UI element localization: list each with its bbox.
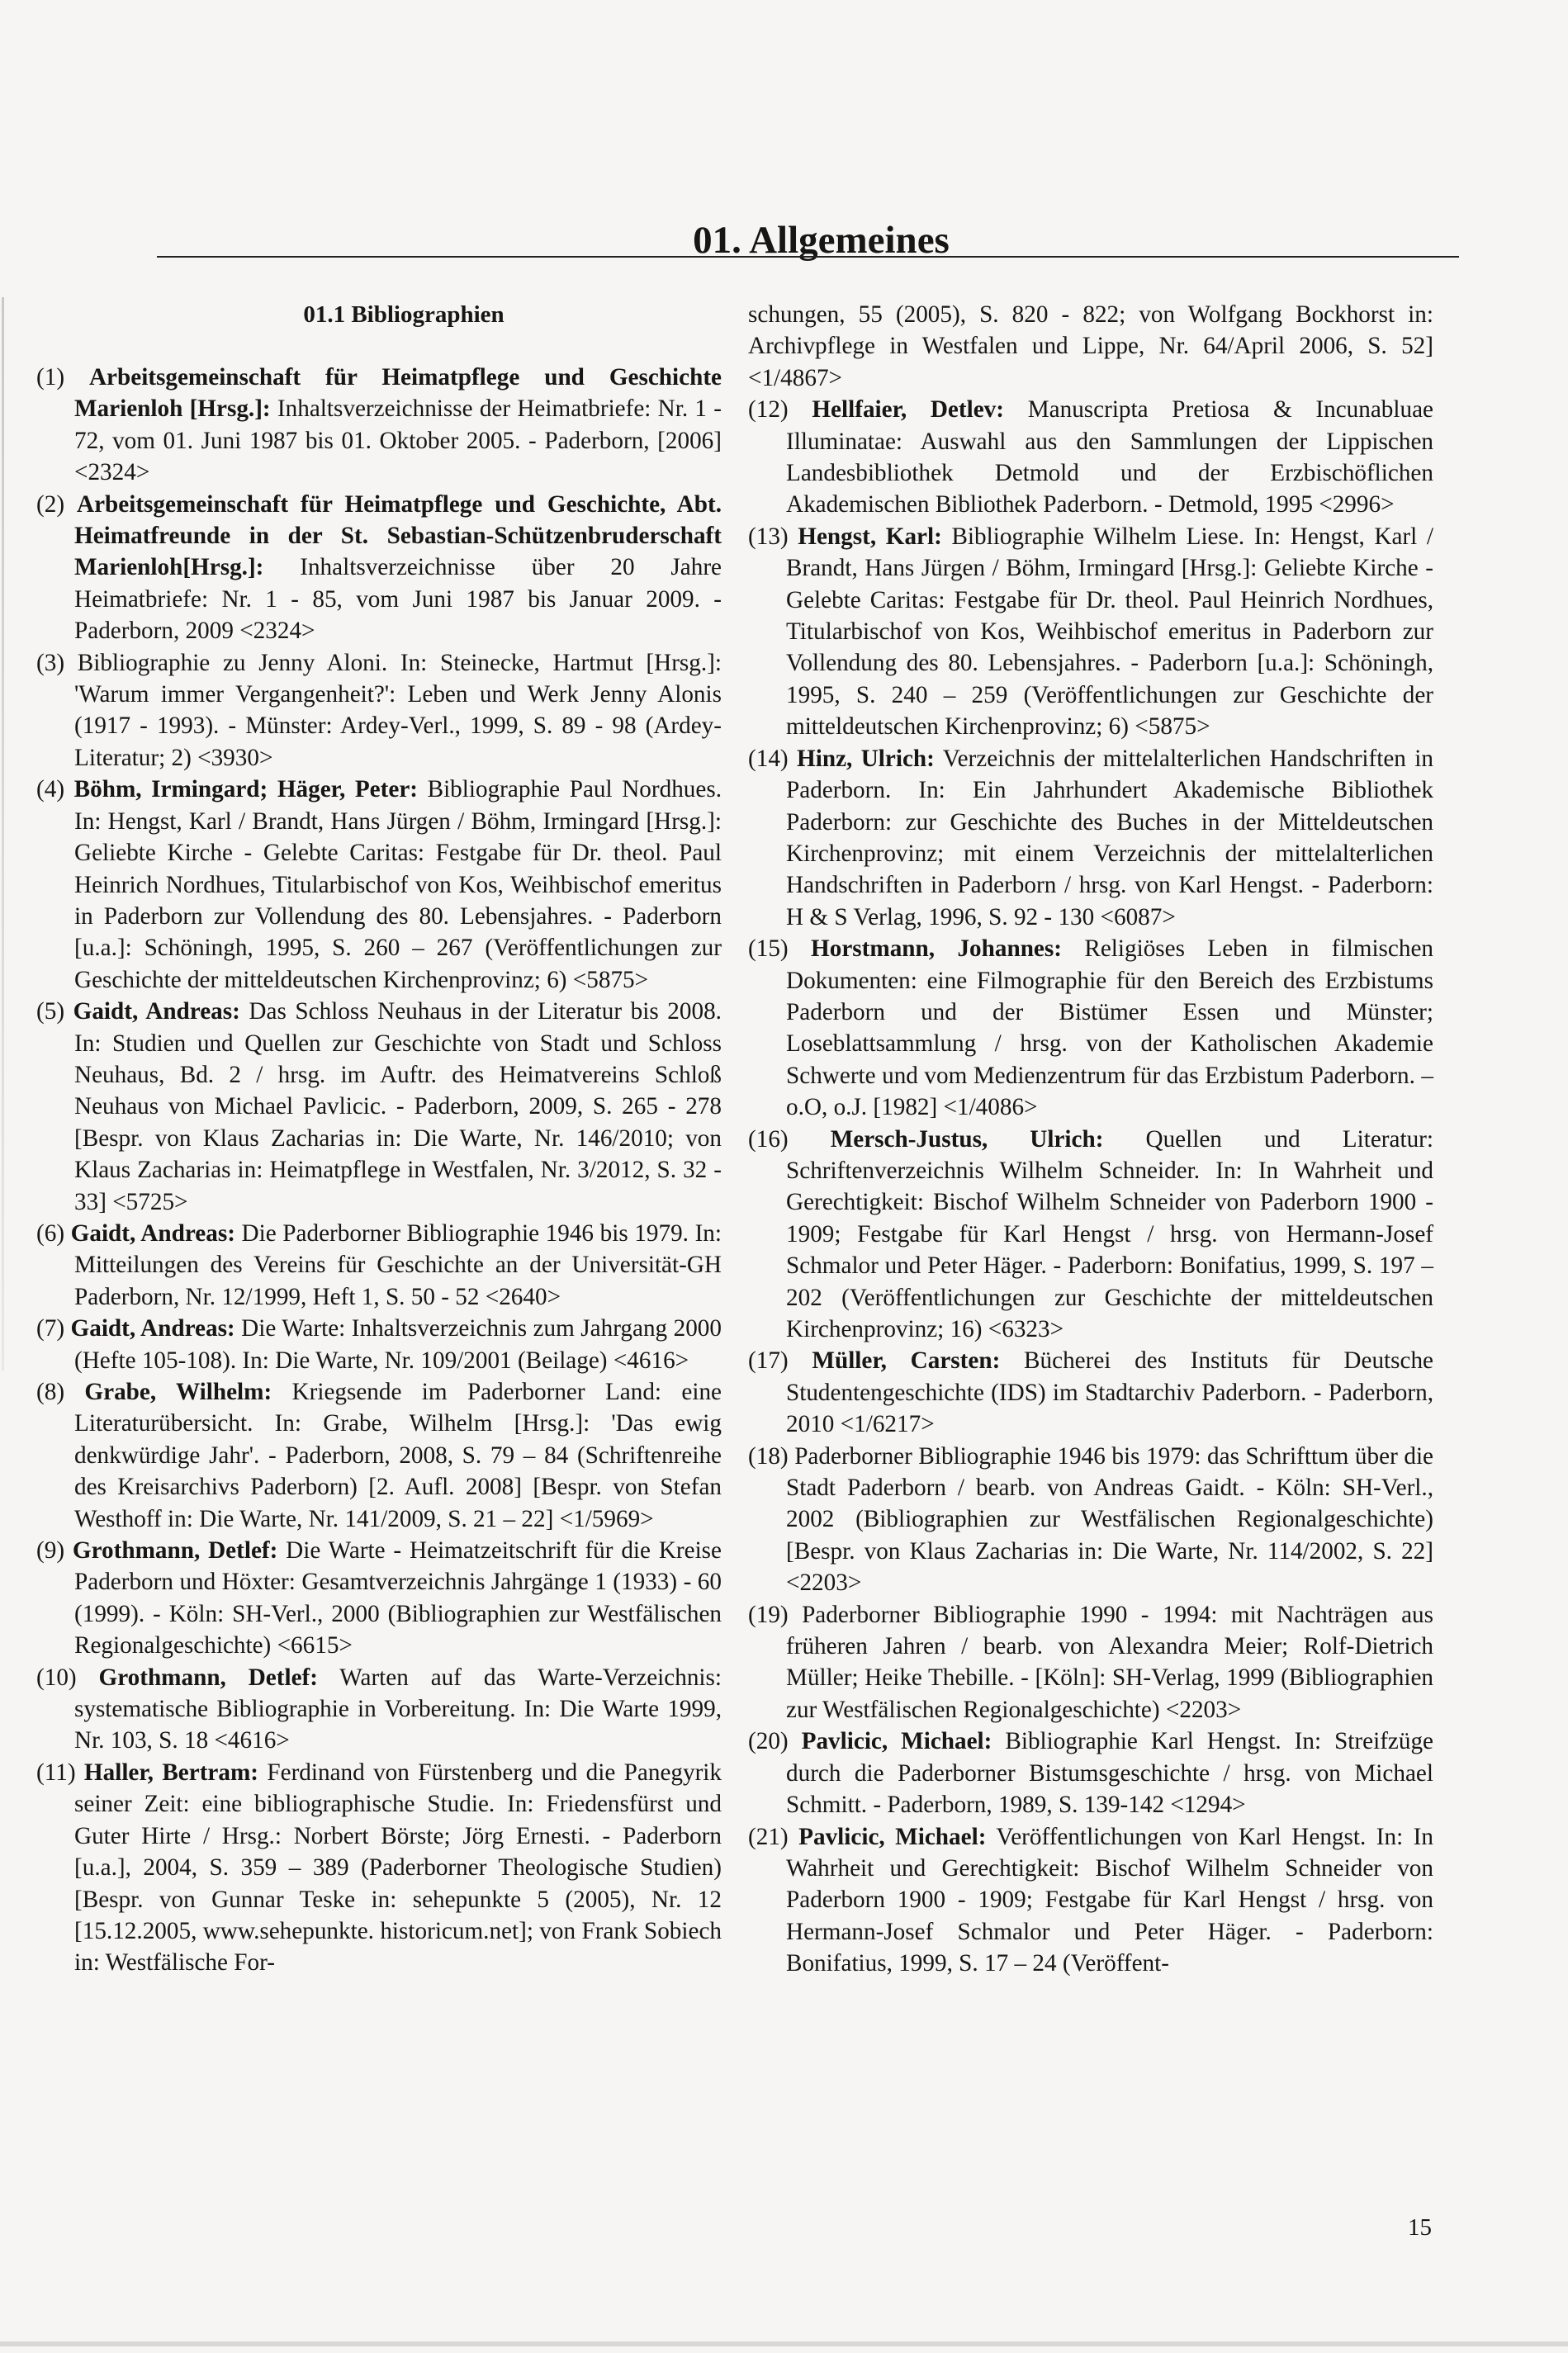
- bibliography-entry: [748, 1124, 1433, 1346]
- entry-text: Manuscripta Pretiosa & Incunabluae Illuminatae: Auswahl aus den Sammlungen der Lippischen Landesbibliothek Detmold und der Erzbischöflichen Akademischen Bibliothek Paderborn. - Detmold, 1995 <2996>: [786, 396, 1434, 518]
- entry-number: (1): [36, 364, 65, 391]
- bibliography-entry: [748, 1345, 1433, 1440]
- section-heading: 01.1 Bibliographien: [303, 301, 505, 328]
- entry-number: (5): [36, 998, 65, 1025]
- entry-text: Bibliographie Karl Hengst. In: Streifzüge durch die Paderborner Bistumsgeschichte / hrsg. von Michael Schmitt. - Paderborn, 1989, S. 139-142 <1294>: [786, 1728, 1434, 1819]
- entry-author: Hinz, Ulrich:: [797, 745, 935, 772]
- entry-text: Inhaltsverzeichnisse der Heimatbriefe: Nr. 1 - 72, vom 01. Juni 1987 bis 01. Oktober 2005. - Paderborn, [2006] <2324>: [74, 395, 722, 486]
- bibliography-entry: [36, 1376, 722, 1535]
- entry-author: Hellfaier, Detlev:: [812, 396, 1004, 424]
- right-entry-list: [748, 394, 1433, 1979]
- entry-text: Paderborner Bibliographie 1946 bis 1979: das Schrifttum über die Stadt Paderborn / bearb. von Andreas Gaidt. - Köln: SH-Verl., 2002 (Bibliographien zur Westfälischen Regionalgeschichte) [Bespr. von Klaus Zacharias in: Die Warte, Nr. 114/2002, S. 22] <2203>: [786, 1442, 1434, 1597]
- page-number: 15: [1408, 2214, 1432, 2241]
- bibliography-entry: [748, 1441, 1433, 1599]
- entry-author: Mersch-Justus, Ulrich:: [830, 1125, 1104, 1153]
- entry-number: (18): [748, 1442, 789, 1470]
- title-rule: [157, 256, 1459, 258]
- right-column: [748, 299, 1433, 1980]
- entry-text: Bibliographie Wilhelm Liese. In: Hengst, Karl / Brandt, Hans Jürgen / Böhm, Irmingard [Hrsg.]: Geliebte Kirche - Gelebte Caritas: Festgabe für Dr. theol. Paul Heinrich Nordhues, Titularbischof von Kos, Weihbischof emeritus in Paderborn zur Vollendung des 80. Lebensjahres. - Paderborn [u.a.]: Schöningh, 1995, S. 240 – 259 (Veröffentlichungen zur Geschichte der mitteldeutschen Kirchenprovinz; 6) <5875>: [786, 523, 1433, 741]
- entry-text: Quellen und Literatur: Schriftenverzeichnis Wilhelm Schneider. In: In Wahrheit und Gerechtigkeit: Bischof Wilhelm Schneider von Paderborn 1900 - 1909; Festgabe für Karl Hengst / hrsg. von Hermann-Josef Schmalor und Peter Häger. - Paderborn: Bonifatius, 1999, S. 197 – 202 (Veröffentlichungen zur Geschichte der mitteldeutschen Kirchenprovinz; 16) <6323>: [786, 1125, 1433, 1342]
- entry-author: Grabe, Wilhelm:: [84, 1379, 272, 1405]
- scan-edge-shadow: [2, 297, 4, 1371]
- entry-number: (8): [36, 1379, 65, 1405]
- entry-text: Das Schloss Neuhaus in der Literatur bis 2008. In: Studien und Quellen zur Geschichte von Stadt und Schloss Neuhaus, Bd. 2 / hrsg. im Auftr. des Heimatvereins Schloß Neuhaus von Michael Pavlicic. - Paderborn, 2009, S. 265 - 278 [Bespr. von Klaus Zacharias in: Die Warte, Nr. 146/2010; von Klaus Zacharias in: Heimatpflege in Westfalen, Nr. 3/2012, S. 32 - 33] <5725>: [74, 998, 722, 1215]
- entry-author: Gaidt, Andreas:: [73, 998, 240, 1025]
- entry-number: (12): [748, 396, 789, 424]
- entry-text: Religiöses Leben in filmischen Dokumenten: eine Filmographie für den Bereich des Erzbistums Paderborn und der Bistümer Essen und Münster; Loseblattsammlung / hrsg. von der Katholischen Akademie Schwerte und vom Medienzentrum für das Erzbistum Paderborn. – o.O, o.J. [1982] <1/4086>: [786, 935, 1434, 1121]
- entry-text: Veröffentlichungen von Karl Hengst. In: In Wahrheit und Gerechtigkeit: Bischof Wilhelm Schneider von Paderborn 1900 - 1909; Festgabe für Karl Hengst / hrsg. von Hermann-Josef Schmalor und Peter Häger. - Paderborn: Bonifatius, 1999, S. 17 – 24 (Veröffent-: [786, 1823, 1434, 1977]
- entry-number: (6): [36, 1219, 65, 1247]
- entry-author: Pavlicic, Michael:: [801, 1728, 992, 1755]
- page-title: 01. Allgemeines: [693, 219, 950, 263]
- left-entry-list: [36, 362, 722, 1979]
- entry-number: (11): [36, 1759, 76, 1786]
- bibliography-entry: [36, 774, 722, 996]
- entry-author: Müller, Carsten:: [812, 1347, 1001, 1375]
- bibliography-entry: [36, 1535, 722, 1662]
- entry-text: Die Warte - Heimatzeitschrift für die Kreise Paderborn und Höxter: Gesamtverzeichnis Jahrgänge 1 (1933) - 60 (1999). - Köln: SH-Verl., 2000 (Bibliographien zur Westfälischen Regionalgeschichte) <6615>: [74, 1537, 722, 1659]
- entry-text: Paderborner Bibliographie 1990 - 1994: mit Nachträgen aus früheren Jahren / bearb. von Alexandra Meier; Rolf-Dietrich Müller; Heike Thebille. - [Köln]: SH-Verlag, 1999 (Bibliographien zur Westfälischen Regionalgeschichte) <2203>: [786, 1601, 1433, 1723]
- bibliography-entry: [36, 647, 722, 774]
- entry-text: Ferdinand von Fürstenberg und die Panegyrik seiner Zeit: eine bibliographische Studie. In: Friedensfürst und Guter Hirte / Hrsg.: Norbert Börste; Jörg Ernesti. - Paderborn [u.a.], 2004, S. 359 – 389 (Paderborner Theologische Studien) [Bespr. von Gunnar Teske in: sehepunkte 5 (2005), Nr. 12 [15.12.2005, www.sehepunkte. historicum.net]; von Frank Sobiech in: Westfälische For-: [74, 1759, 722, 1977]
- entry-number: (13): [748, 523, 789, 550]
- bibliography-entry: [36, 1757, 722, 1979]
- entry-number: (16): [748, 1125, 789, 1153]
- bibliography-entry: [36, 489, 722, 647]
- entry-text: Die Warte: Inhaltsverzeichnis zum Jahrgang 2000 (Hefte 105-108). In: Die Warte, Nr. 109/2001 (Beilage) <4616>: [74, 1315, 722, 1374]
- entry-text: Die Paderborner Bibliographie 1946 bis 1979. In: Mitteilungen des Vereins für Geschichte an der Universität-GH Paderborn, Nr. 12/1999, Heft 1, S. 50 - 52 <2640>: [74, 1219, 722, 1310]
- entry-text: Bibliographie Paul Nordhues. In: Hengst, Karl / Brandt, Hans Jürgen / Böhm, Irmingard [Hrsg.]: Geliebte Kirche - Gelebte Caritas: Festgabe für Dr. theol. Paul Heinrich Nordhues, Titularbischof von Kos, Weihbischof emeritus in Paderborn zur Vollendung des 80. Lebensjahres. - Paderborn [u.a.]: Schöningh, 1995, S. 260 – 267 (Veröffentlichungen zur Geschichte der mitteldeutschen Kirchenprovinz; 6) <5875>: [74, 776, 722, 993]
- scan-bottom-edge: [0, 2341, 1568, 2346]
- entry-text: Inhaltsverzeichnisse über 20 Jahre Heimatbriefe: Nr. 1 - 85, vom Juni 1987 bis Januar 2009. - Paderborn, 2009 <2324>: [74, 554, 722, 645]
- bibliography-entry: [36, 996, 722, 1218]
- bibliography-entry: [36, 1218, 722, 1313]
- entry-text: Verzeichnis der mittelalterlichen Handschriften in Paderborn. In: Ein Jahrhundert Akademische Bibliothek Paderborn: zur Geschichte des Buches in der Mitteldeutschen Kirchenprovinz; mit einem Verzeichnis der mittelalterlichen Handschriften in Paderborn / hrsg. von Karl Hengst. - Paderborn: H & S Verlag, 1996, S. 92 - 130 <6087>: [786, 745, 1433, 930]
- entry-author: Haller, Bertram:: [83, 1759, 259, 1786]
- entry-number: (14): [748, 745, 789, 772]
- bibliography-entry: [748, 933, 1433, 1123]
- bibliography-entry: [748, 1726, 1433, 1820]
- bibliography-entry: [36, 362, 722, 489]
- entry-author: Gaidt, Andreas:: [70, 1219, 235, 1247]
- entry-author: Hengst, Karl:: [798, 523, 942, 550]
- entry-number: (4): [36, 776, 65, 803]
- bibliography-entry: [748, 1599, 1433, 1726]
- bibliography-entry: [748, 743, 1433, 933]
- bibliography-entry: [748, 521, 1433, 743]
- entry-number: (15): [748, 935, 789, 963]
- left-column: [36, 299, 722, 1979]
- entry-author: Gaidt, Andreas:: [70, 1315, 235, 1342]
- entry-author: Grothmann, Detlef:: [72, 1537, 278, 1565]
- entry-number: (21): [748, 1823, 789, 1850]
- entry-author: Arbeitsgemeinschaft für Heimatpflege und Geschichte Marienloh [Hrsg.]:: [74, 364, 722, 423]
- continuation-text: schungen, 55 (2005), S. 820 - 822; von Wolfgang Bockhorst in: Archivpflege in Westfalen und Lippe, Nr. 64/April 2006, S. 52] <1/4867>: [748, 301, 1433, 391]
- entry-number: (3): [36, 649, 65, 676]
- bibliography-entry: [36, 1662, 722, 1757]
- entry-text: Bücherei des Instituts für Deutsche Studentengeschichte (IDS) im Stadtarchiv Paderborn. - Paderborn, 2010 <1/6217>: [786, 1347, 1434, 1438]
- entry-text: Warten auf das Warte-Verzeichnis: systematische Bibliographie in Vorbereitung. In: Die Warte 1999, Nr. 103, S. 18 <4616>: [74, 1664, 722, 1754]
- entry-number: (7): [36, 1315, 65, 1342]
- entry-text: Kriegsende im Paderborner Land: eine Literaturübersicht. In: Grabe, Wilhelm [Hrsg.]: 'Das ewig denkwürdige Jahr'. - Paderborn, 2008, S. 79 – 84 (Schriftenreihe des Kreisarchivs Paderborn) [2. Aufl. 2008] [Bespr. von Stefan Westhoff in: Die Warte, Nr. 141/2009, S. 21 – 22] <1/5969>: [74, 1379, 722, 1532]
- entry-author: Grothmann, Detlef:: [98, 1664, 318, 1691]
- entry-number: (10): [36, 1664, 77, 1691]
- entry-number: (19): [748, 1601, 789, 1628]
- entry-number: (20): [748, 1728, 789, 1755]
- entry-number: (17): [748, 1347, 789, 1375]
- entry-author: Böhm, Irmingard; Häger, Peter:: [73, 776, 418, 803]
- entry-author: Arbeitsgemeinschaft für Heimatpflege und Geschichte, Abt. Heimatfreunde in der St. Sebastian-Schützenbruderschaft Marienloh[Hrsg.]:: [74, 490, 722, 581]
- entry-author: Pavlicic, Michael:: [798, 1823, 987, 1850]
- entry-number: (9): [36, 1537, 65, 1565]
- entry-number: (2): [36, 490, 65, 518]
- bibliography-entry: [748, 394, 1433, 521]
- bibliography-entry: [748, 1821, 1433, 1980]
- entry-author: Horstmann, Johannes:: [811, 935, 1062, 963]
- bibliography-entry: [36, 1313, 722, 1376]
- entry-text: Bibliographie zu Jenny Aloni. In: Steinecke, Hartmut [Hrsg.]: 'Warum immer Vergangenheit?': Leben und Werk Jenny Alonis (1917 - 1993). - Münster: Ardey-Verl., 1999, S. 89 - 98 (Ardey-Literatur; 2) <3930>: [74, 649, 722, 771]
